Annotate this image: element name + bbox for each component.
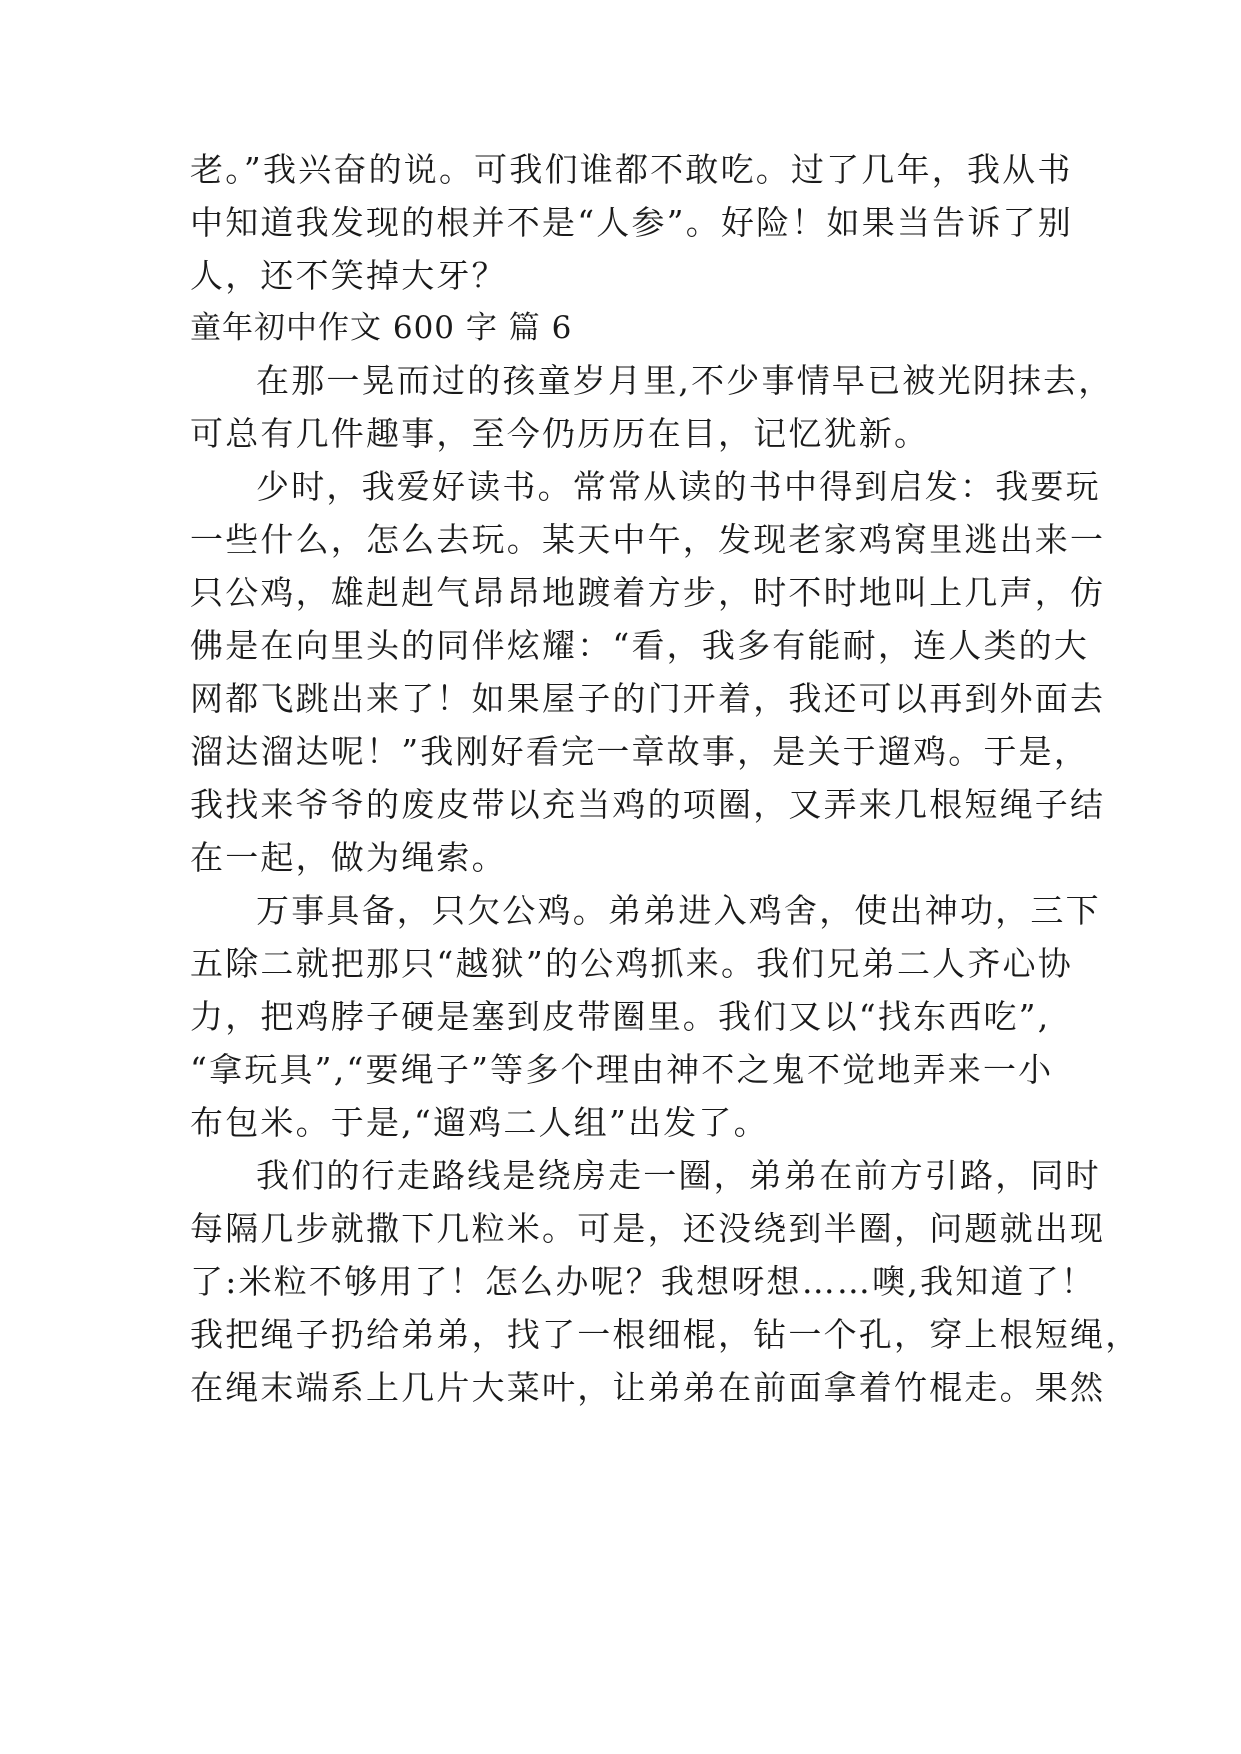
paragraph-3-line-5: 布包米。于是,“遛鸡二人组”出发了。 xyxy=(190,1103,769,1142)
intro-line-3: 人，还不笑掉大牙？ xyxy=(190,256,507,295)
paragraph-4-line-2: 每隔几步就撒下几粒米。可是，还没绕到半圈，问题就出现 xyxy=(190,1209,1106,1248)
paragraph-2-line-8: 在一起，做为绳索。 xyxy=(190,838,507,877)
paragraph-3-line-4: “拿玩具”,“要绳子”等多个理由神不之鬼不觉地弄来一小 xyxy=(190,1050,1054,1089)
paragraph-2-line-1: 少时，我爱好读书。常常从读的书中得到启发：我要玩 xyxy=(256,467,1101,506)
section-heading: 童年初中作文 600 字 篇 6 xyxy=(190,310,573,346)
paragraph-2-line-6: 溜达溜达呢！”我刚好看完一章故事，是关于遛鸡。于是， xyxy=(190,732,1090,771)
intro-line-1: 老。”我兴奋的说。可我们谁都不敢吃。过了几年，我从书 xyxy=(190,150,1073,189)
paragraph-2-line-2: 一些什么，怎么去玩。某天中午，发现老家鸡窝里逃出来一 xyxy=(190,520,1106,559)
paragraph-4-line-4: 我把绳子扔给弟弟，找了一根细棍，钻一个孔，穿上根短绳， xyxy=(190,1315,1141,1354)
paragraph-2-line-3: 只公鸡，雄赳赳气昂昂地踱着方步，时不时地叫上几声，仿 xyxy=(190,573,1106,612)
paragraph-4-line-3: 了:米粒不够用了！怎么办呢？我想呀想……噢,我知道了！ xyxy=(190,1262,1097,1301)
paragraph-1-line-1: 在那一晃而过的孩童岁月里,不少事情早已被光阴抹去， xyxy=(256,361,1114,400)
paragraph-3-line-3: 力，把鸡脖子硬是塞到皮带圈里。我们又以“找东西吃”, xyxy=(190,997,1051,1036)
paragraph-1-line-2: 可总有几件趣事，至今仍历历在目，记忆犹新。 xyxy=(190,414,930,453)
paragraph-2-line-4: 佛是在向里头的同伴炫耀：“看，我多有能耐，连人类的大 xyxy=(190,626,1090,665)
paragraph-3-line-1: 万事具备，只欠公鸡。弟弟进入鸡舍，使出神功，三下 xyxy=(256,891,1101,930)
paragraph-4-line-1: 我们的行走路线是绕房走一圈，弟弟在前方引路，同时 xyxy=(256,1156,1101,1195)
paragraph-2-line-5: 网都飞跳出来了！如果屋子的门开着，我还可以再到外面去 xyxy=(190,679,1106,718)
paragraph-2-line-7: 我找来爷爷的废皮带以充当鸡的项圈，又弄来几根短绳子结 xyxy=(190,785,1106,824)
intro-line-2: 中知道我发现的根并不是“人参”。好险！如果当告诉了别 xyxy=(190,203,1073,242)
paragraph-4-line-5: 在绳末端系上几片大菜叶，让弟弟在前面拿着竹棍走。果然 xyxy=(190,1368,1106,1407)
paragraph-3-line-2: 五除二就把那只“越狱”的公鸡抓来。我们兄弟二人齐心协 xyxy=(190,944,1073,983)
